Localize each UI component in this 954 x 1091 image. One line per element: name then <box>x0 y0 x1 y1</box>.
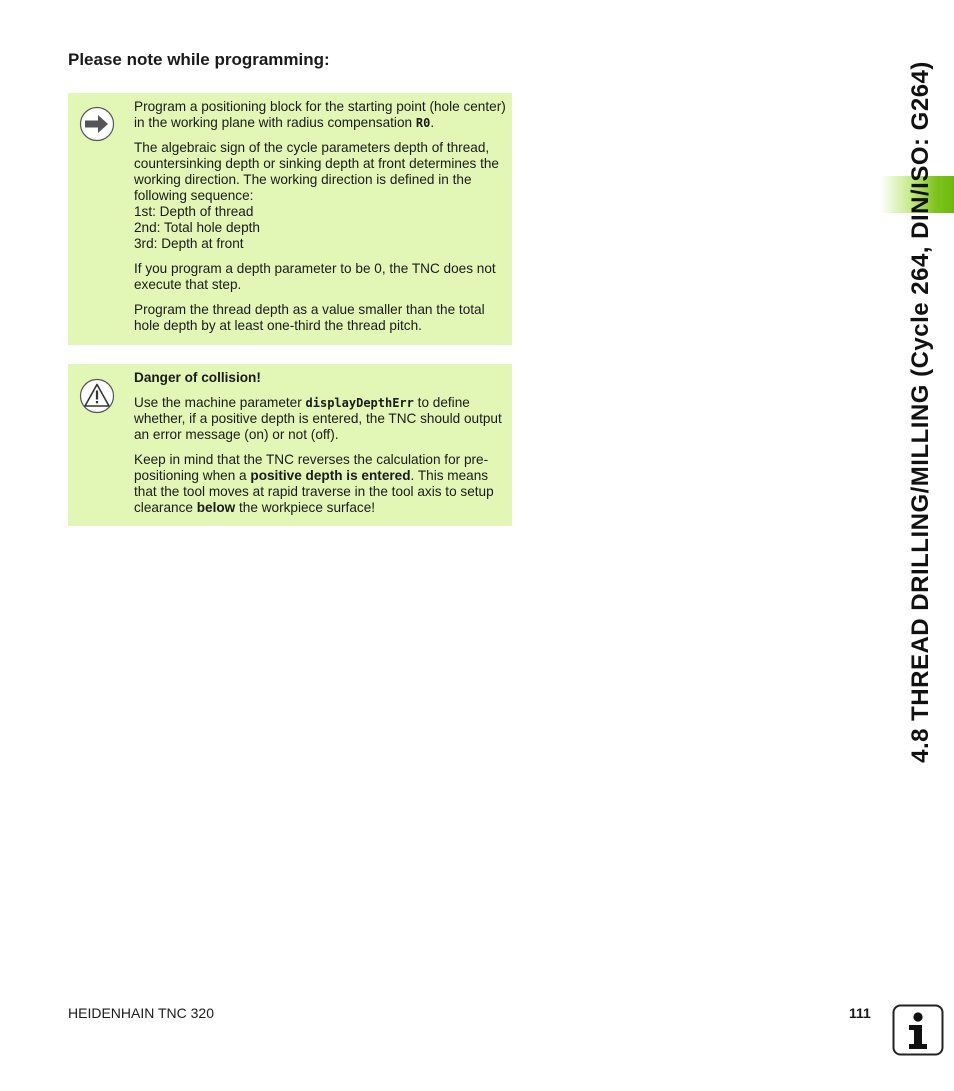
warning-title: Danger of collision! <box>134 370 261 385</box>
code-r0: R0 <box>415 116 431 130</box>
warning-triangle-icon <box>79 378 115 414</box>
page-number: 111 <box>849 1005 871 1021</box>
info-paragraph: The algebraic sign of the cycle parameters depth of thread, countersinking depth or sinking depth at front determines the working direction. The working direction is defined in the following sequence: 1st: Depth of thread 2nd: Total hole depth 3rd: Depth at front <box>134 140 499 251</box>
sequence-item: 3rd: Depth at front <box>134 236 244 251</box>
info-paragraph: Program a positioning block for the starting point (hole center) in the working plane with radius compensation R0. <box>134 99 506 130</box>
section-heading: Please note while programming: <box>68 50 330 69</box>
chapter-title-text: 4.8 THREAD DRILLING/MILLING (Cycle 264, DIN/ISO: G264) <box>907 61 934 763</box>
info-icon <box>892 1004 944 1056</box>
info-paragraph: Program the thread depth as a value smaller than the total hole depth by at least one-third the thread pitch. <box>134 302 485 333</box>
warning-paragraph: Use the machine parameter displayDepthErr to define whether, if a positive depth is entered, the TNC should output an error message (on) or not (off). <box>134 395 502 442</box>
info-note-text <box>134 99 506 343</box>
sequence-item: 1st: Depth of thread <box>134 204 254 219</box>
code-parameter: displayDepthErr <box>305 396 414 410</box>
footer-product-name: HEIDENHAIN TNC 320 <box>68 1005 215 1021</box>
warning-note-text <box>134 370 506 525</box>
sequence-item: 2nd: Total hole depth <box>134 220 260 235</box>
warning-note <box>68 364 512 526</box>
info-paragraph: If you program a depth parameter to be 0, the TNC does not execute that step. <box>134 261 496 292</box>
warning-paragraph: Keep in mind that the TNC reverses the calculation for pre-positioning when a positive depth is entered. This means that the tool moves at rapid traverse in the tool axis to setup clearance below the workpiece surface! <box>134 452 494 515</box>
arrow-right-icon <box>79 106 115 142</box>
chapter-side-title <box>896 48 946 776</box>
info-note <box>68 93 512 345</box>
